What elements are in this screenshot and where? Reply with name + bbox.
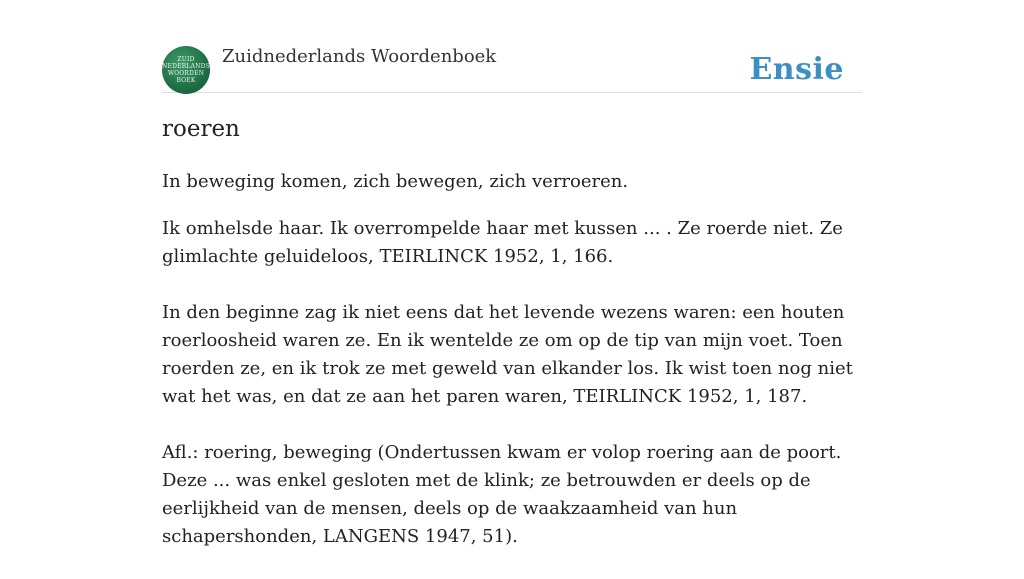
site-header (162, 44, 862, 93)
ensie-brand-logo[interactable]: Ensie (749, 52, 844, 87)
quote-paragraph: Afl.: roering, beweging (Ondertussen kwam er volop roering aan de poort. Deze ... was enkel gesloten met de klink; ze betrouwden er deels op de eerlijkheid van de mensen, deels op de waakzaamheid van hun schapershonden, LANGENS 1947, 51). (162, 442, 842, 547)
logo-line: BOEK (176, 77, 196, 84)
dictionary-logo[interactable] (162, 46, 210, 94)
site-title-link[interactable]: Zuidnederlands Woordenboek (222, 46, 497, 67)
definition-text: In beweging komen, zich bewegen, zich verroeren. (162, 171, 629, 192)
entry-quotes (162, 215, 862, 579)
entry-headword: roeren (162, 116, 240, 142)
quote-paragraph: In den beginne zag ik niet eens dat het levende wezens waren: een houten roerloosheid waren ze. En ik wentelde ze om op de tip van mijn voet. Toen roerden ze, en ik trok ze met geweld van elkander los. Ik wist toen nog niet wat het was, en dat ze aan het paren waren, TEIRLINCK 1952, 1, 187. (162, 302, 853, 407)
logo-line: NEDERLANDS (162, 63, 210, 70)
logo-line: WOORDEN (167, 70, 205, 77)
logo-line: ZUID (177, 56, 195, 63)
quote-paragraph: Ik omhelsde haar. Ik overrompelde haar met kussen ... . Ze roerde niet. Ze glimlachte geluideloos, TEIRLINCK 1952, 1, 166. (162, 218, 843, 267)
entry-definition (162, 168, 862, 196)
